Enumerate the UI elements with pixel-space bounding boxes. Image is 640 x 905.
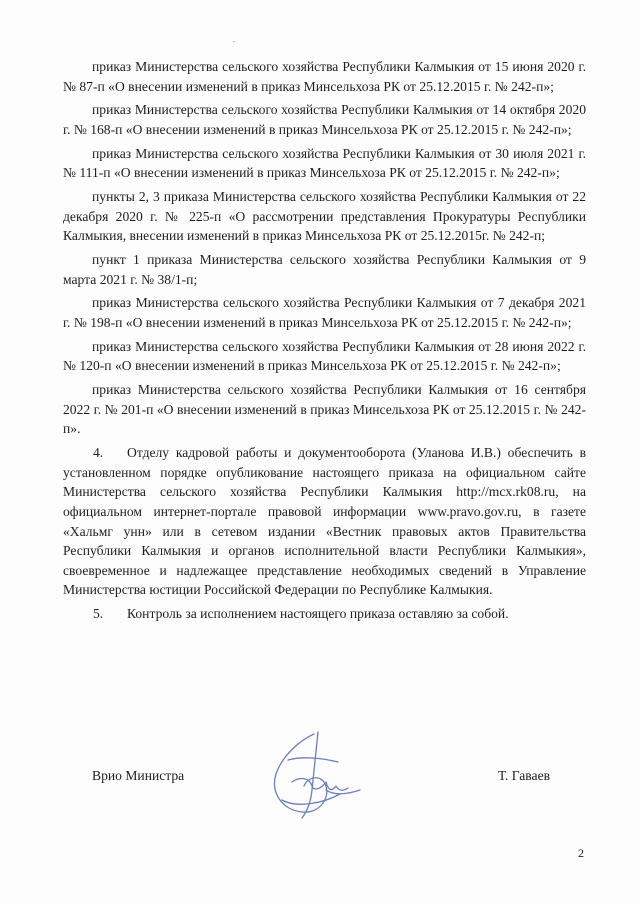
signatory-title: Врио Министра (92, 768, 185, 783)
paragraph-order-201: приказ Министерства сельского хозяйства Республики Калмыкия от 16 сентября 2022 г. № 201-п «О внесении изменений в приказ Минсельхоза РК от 25.12.2015 г. № 242-п». (63, 382, 586, 437)
item-4 (63, 443, 586, 600)
paragraph-order-87: приказ Министерства сельского хозяйства Республики Калмыкия от 15 июня 2020 г. № 87-п «О внесении изменений в приказ Минсельхоза РК от 25.12.2015 г. № 242-п»; (63, 59, 586, 94)
page-number: 2 (578, 846, 584, 860)
item-5-text: Контроль за исполнением настоящего приказа оставляю за собой. (127, 606, 509, 622)
handwritten-signature (252, 730, 372, 822)
document-body (63, 57, 586, 628)
item-5 (63, 604, 586, 624)
paragraph-order-120: приказ Министерства сельского хозяйства Республики Калмыкия от 28 июня 2022 г. № 120-п «О внесении изменений в приказ Минсельхоза РК от 25.12.2015 г. № 242-п»; (63, 338, 586, 374)
paragraph-order-111: приказ Министерства сельского хозяйства Республики Калмыкия от 30 июля 2021 г. № 111-п «О внесении изменений в приказ Минсельхоза РК от 25.12.2015 г. № 242-п»; (63, 145, 586, 181)
paragraph-order-38-1: пункт 1 приказа Министерства сельского хозяйства Республики Калмыкия от 9 марта 2021 г. № 38/1-п; (63, 252, 586, 287)
scan-speck (233, 41, 235, 42)
signature-block (0, 730, 640, 820)
item-5-number: 5. (93, 606, 104, 622)
signatory-name: Т. Гаваев (498, 768, 551, 783)
item-4-number: 4. (93, 445, 104, 461)
paragraph-order-168: приказ Министерства сельского хозяйства Республики Калмыкия от 14 октября 2020 г. № 168-п «О внесении изменений в приказ Минсельхоза РК от 25.12.2015 г. № 242-п»; (63, 102, 586, 137)
paragraph-order-225: пункты 2, 3 приказа Министерства сельского хозяйства Республики Калмыкия от 22 декабря 2020 г. № 225-п «О рассмотрении представления Прокуратуры Республики Калмыкия, внесении изменений в приказ Минсельхоза РК от 25.12.2015г. № 242-п; (63, 189, 586, 244)
paragraph-order-198: приказ Министерства сельского хозяйства Республики Калмыкия от 7 декабря 2021 г. № 198-п «О внесении изменений в приказ Минсельхоза РК от 25.12.2015 г. № 242-п»; (63, 295, 586, 331)
item-4-text: Отделу кадровой работы и документооборота (Уланова И.В.) обеспечить в установленном порядке опубликование настоящего приказа на официальном сайте Министерства сельского хозяйства Республики Калмыкия http://mcx.rk08.ru, на официальном интернет-портале правовой информации www.pravo.gov.ru, в газете «Хальмг унн» или в сетевом издании «Вестник правовых актов Правительства Республики Калмыкия и органов исполнительной власти Республики Калмыкия», своевременное и надлежащее представление необходимых сведений в Управление Министерства юстиции Российской Федерации по Республике Калмыкия. (63, 445, 586, 598)
